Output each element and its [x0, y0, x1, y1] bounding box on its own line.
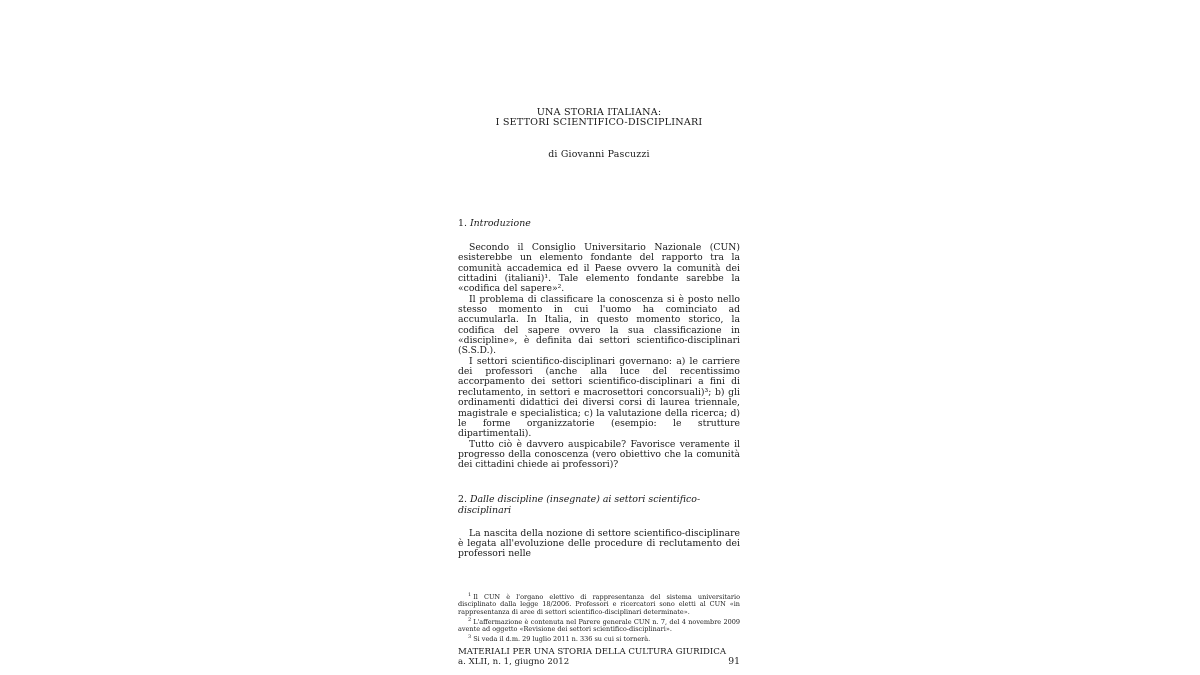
article-title: [458, 108, 740, 128]
footnote-number: 2: [468, 616, 472, 623]
page-number: 91: [728, 655, 740, 667]
title-line-1: UNA STORIA ITALIANA:: [536, 107, 662, 118]
title-line-2: I SETTORI SCIENTIFICO-DISCIPLINARI: [495, 117, 703, 128]
section-1-title: Introduzione: [469, 218, 531, 229]
section-1-heading: [458, 218, 740, 229]
article-page: [458, 108, 740, 667]
footnote: [458, 617, 740, 634]
author-line: di Giovanni Pascuzzi: [548, 149, 650, 160]
paragraph: Secondo il Consiglio Universitario Nazionale (CUN) esisterebbe un elemento fondante del rapporto tra la comunità accademica ed il Paese ovvero la comunità dei cittadini (italiani)¹. Tale elemento fondante sarebbe la «codifica del sapere»².: [458, 242, 740, 295]
footnote-number: 3: [468, 633, 472, 640]
journal-name: MATERIALI PER UNA STORIA DELLA CULTURA GIURIDICA: [458, 646, 727, 657]
section-2-number: 2.: [458, 493, 467, 505]
footnote: [458, 592, 740, 617]
section-2-heading: [458, 494, 740, 516]
footnote-text: Si veda il d.m. 29 luglio 2011 n. 336 su cui si tornerà.: [473, 635, 651, 644]
section-2-title: Dalle discipline (insegnate) ai settori scientifico-disciplinari: [458, 493, 701, 516]
paragraph: I settori scientifico-disciplinari governano: a) le carriere dei professori (anche alla luce del recentissimo accorpamento dei settori scientifico-disciplinari a fini di reclutamento, in settori e macrosettori concorsuali)³; b) gli ordinamenti didattici dei diversi corsi di laurea triennale, magistrale e specialistica; c) la valutazione della ricerca; d) le forme organizzatorie (esempio: le strutture dipartimentali).: [458, 355, 740, 440]
paragraph: La nascita della nozione di settore scientifico-disciplinare è legata all'evoluzione delle procedure di reclutamento dei professori nelle: [458, 527, 740, 560]
footnote-text: L'affermazione è contenuta nel Parere generale CUN n. 7, del 4 novembre 2009 avente ad oggetto «Revisione dei settori scientifico-disciplinari».: [458, 617, 740, 634]
footnote: [458, 634, 740, 644]
journal-issue: a. XLII, n. 1, giugno 2012: [458, 656, 570, 667]
footnote-text: Il CUN è l'organo elettivo di rappresentanza del sistema universitario disciplinato dalla legge 18/2006. Professori e ricercatori sono eletti al CUN «in rappresentanza di aree di settori scientifico-disciplinari determinate».: [458, 592, 740, 616]
paragraph: Il problema di classificare la conoscenza si è posto nello stesso momento in cui l'uomo ha cominciato ad accumularla. In Italia, in questo momento storico, la codifica del sapere ovvero la sua classificazione in «discipline», è definita dai settori scientifico-disciplinari (S.S.D.).: [458, 293, 740, 357]
section-1-body: [458, 243, 740, 471]
journal-footer: [458, 647, 740, 667]
section-1-number: 1.: [458, 218, 467, 229]
footnote-number: 1: [468, 591, 472, 598]
section-2-body: [458, 529, 740, 560]
footnotes: [458, 592, 740, 644]
paragraph: Tutto ciò è davvero auspicabile? Favorisce veramente il progresso della conoscenza (vero obiettivo che la comunità dei cittadini chiede ai professori)?: [458, 438, 740, 471]
